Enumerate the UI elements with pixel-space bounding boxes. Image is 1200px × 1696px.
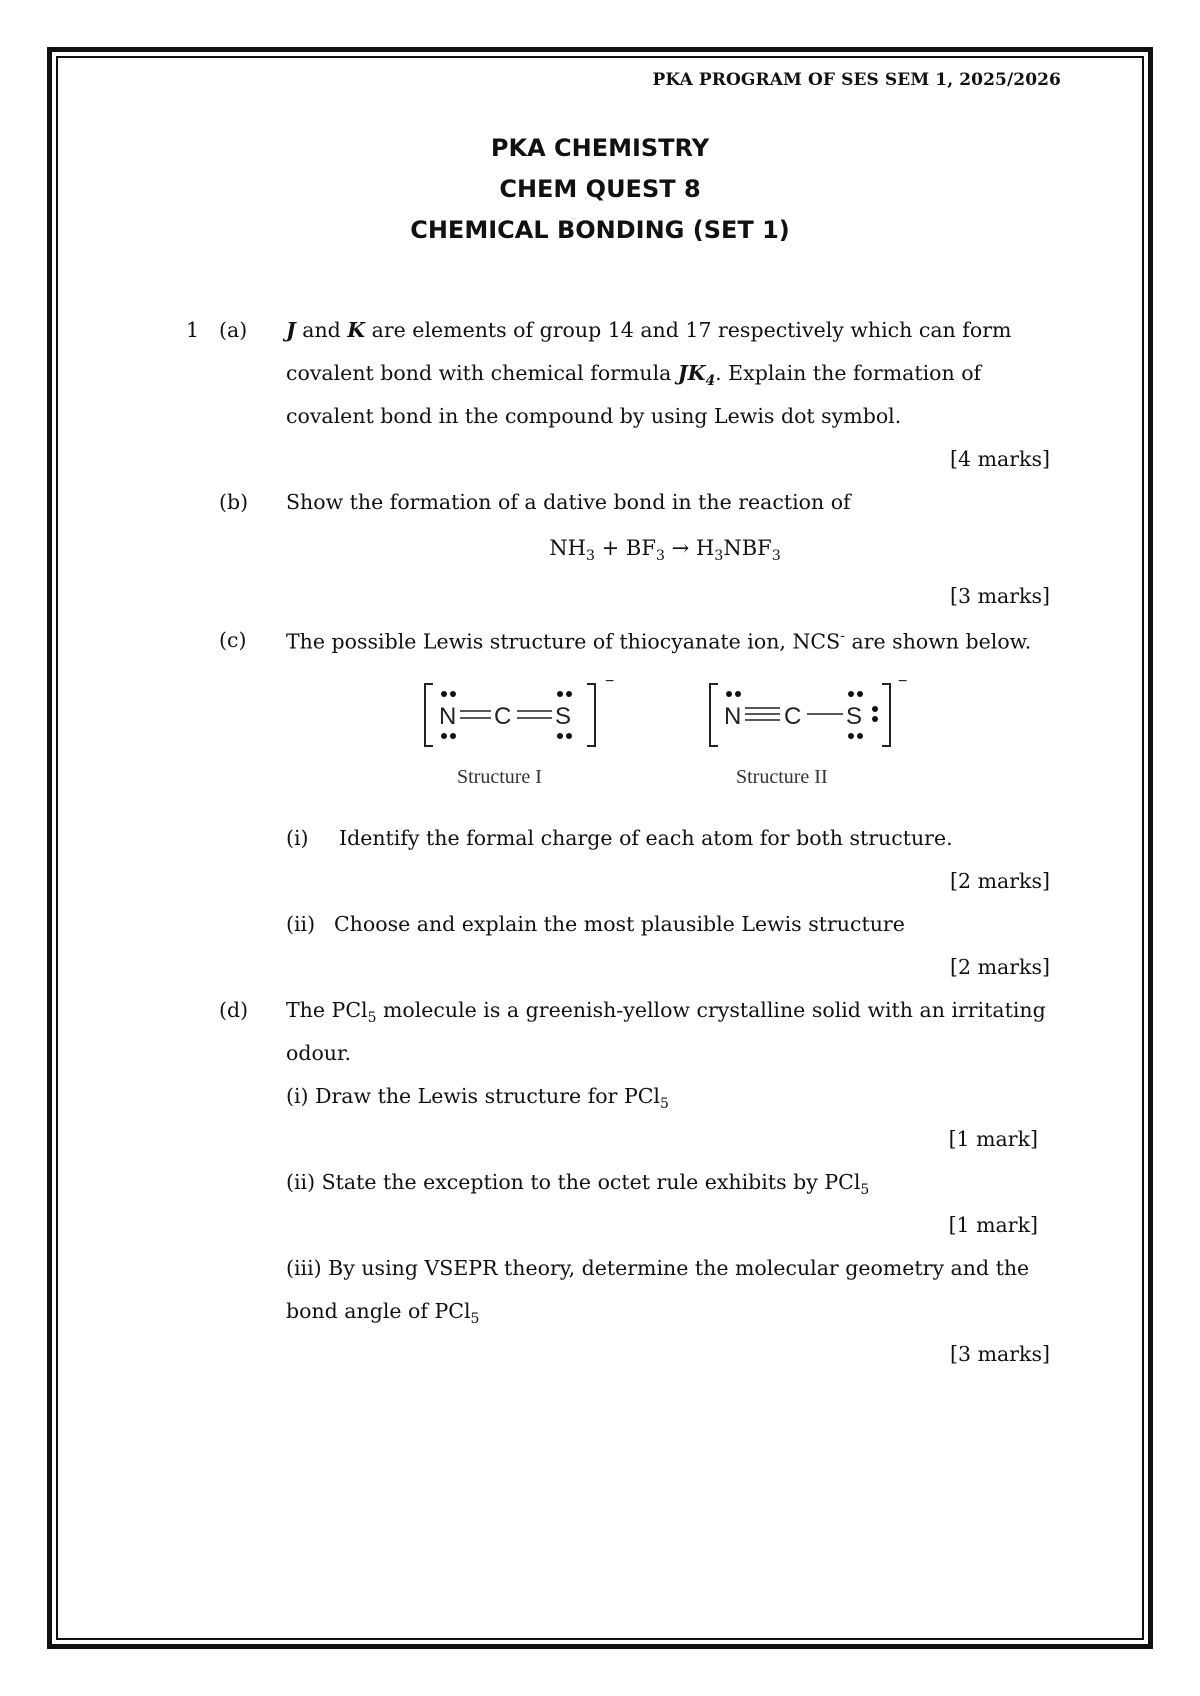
program-header: PKA PROGRAM OF SES SEM 1, 2025/2026	[652, 70, 1061, 90]
atom-c: C	[784, 703, 802, 730]
part-a-marks: [4 marks]	[950, 447, 1050, 471]
part-d-iii: bond angle of PCl	[286, 1299, 471, 1323]
reaction-equation	[0, 536, 1200, 564]
atom-c: C	[494, 703, 512, 730]
part-c-text	[286, 628, 1031, 654]
formula-subscript: 5	[860, 1182, 870, 1199]
eq-part: NH	[549, 536, 586, 560]
charge-label: −	[898, 676, 908, 690]
part-c-ii-label: (ii)	[286, 912, 316, 936]
part-d-line-1	[286, 998, 1046, 1026]
eq-part: → H	[665, 536, 715, 560]
part-c-i-marks: [2 marks]	[950, 869, 1050, 893]
part-c-ii-marks: [2 marks]	[950, 955, 1050, 979]
atom-s: S	[846, 703, 863, 730]
atom-n: N	[724, 703, 742, 730]
part-d-ii: (ii) State the exception to the octet rule exhibits by PCl	[286, 1170, 861, 1194]
part-c-i-text: Identify the formal charge of each atom for both structure.	[339, 826, 953, 850]
atom-n: N	[439, 703, 457, 730]
ion-charge: -	[840, 628, 845, 644]
lewis-structure-1	[415, 676, 615, 756]
eq-sub: 3	[771, 548, 781, 565]
part-c-i-label: (i)	[286, 826, 309, 850]
part-b-marks: [3 marks]	[950, 584, 1050, 608]
part-d-i-marks: [1 mark]	[948, 1127, 1038, 1151]
title-line-1: PKA CHEMISTRY	[490, 134, 710, 162]
part-a-label: (a)	[219, 318, 248, 342]
atom-s: S	[555, 703, 572, 730]
part-d-text: The PCl	[286, 998, 368, 1022]
part-a-line-2	[286, 361, 981, 389]
structure-1-label: Structure I	[457, 766, 542, 788]
part-b-label: (b)	[219, 490, 249, 514]
formula-subscript: 5	[367, 1010, 377, 1027]
part-a-text: . Explain the formation of	[715, 361, 982, 385]
eq-sub: 3	[714, 548, 724, 565]
charge-label: −	[605, 676, 615, 690]
part-d-i-text	[286, 1084, 669, 1112]
part-c-label: (c)	[219, 628, 247, 652]
part-d-line-2: odour.	[286, 1041, 352, 1065]
formula-subscript: 5	[659, 1096, 669, 1113]
title-line-2: CHEM QUEST 8	[499, 175, 701, 203]
question-number: 1	[186, 318, 200, 342]
part-d-i: (i) Draw the Lewis structure for PCl	[286, 1084, 660, 1108]
title-block	[0, 128, 1200, 251]
part-d-label: (d)	[219, 998, 249, 1022]
part-b-text: Show the formation of a dative bond in the reaction of	[286, 490, 851, 514]
part-d-iii-line-2	[286, 1299, 479, 1327]
var-j: J	[286, 318, 296, 342]
lewis-structure-2	[700, 676, 910, 756]
eq-part: + BF	[594, 536, 656, 560]
part-a-text: covalent bond with chemical formula	[286, 361, 678, 385]
part-d-ii-text	[286, 1170, 869, 1198]
structure-2-label: Structure II	[736, 766, 828, 788]
part-a-line-1	[286, 318, 1011, 342]
part-d-iii-marks: [3 marks]	[950, 1342, 1050, 1366]
part-a-text: are elements of group 14 and 17 respectively which can form	[365, 318, 1012, 342]
part-c-ii-text: Choose and explain the most plausible Lewis structure	[334, 912, 905, 936]
part-c-text-b: are shown below.	[844, 629, 1032, 654]
eq-sub: 3	[585, 548, 595, 565]
formula-jk: JK	[677, 361, 706, 385]
eq-sub: 3	[655, 548, 665, 565]
part-a-line-3: covalent bond in the compound by using Lewis dot symbol.	[286, 404, 902, 428]
part-a-text: and	[295, 318, 348, 342]
formula-subscript: 5	[470, 1311, 480, 1328]
part-d-ii-marks: [1 mark]	[948, 1213, 1038, 1237]
part-d-iii-line-1: (iii) By using VSEPR theory, determine the molecular geometry and the	[286, 1256, 1030, 1280]
var-k: K	[347, 318, 366, 342]
part-c-text-a: The possible Lewis structure of thiocyanate ion, NCS	[286, 629, 841, 654]
part-d-text: molecule is a greenish-yellow crystalline solid with an irritating	[376, 998, 1046, 1022]
formula-subscript: 4	[705, 373, 716, 390]
title-line-3: CHEMICAL BONDING (SET 1)	[410, 216, 790, 244]
eq-part: NBF	[723, 536, 772, 560]
